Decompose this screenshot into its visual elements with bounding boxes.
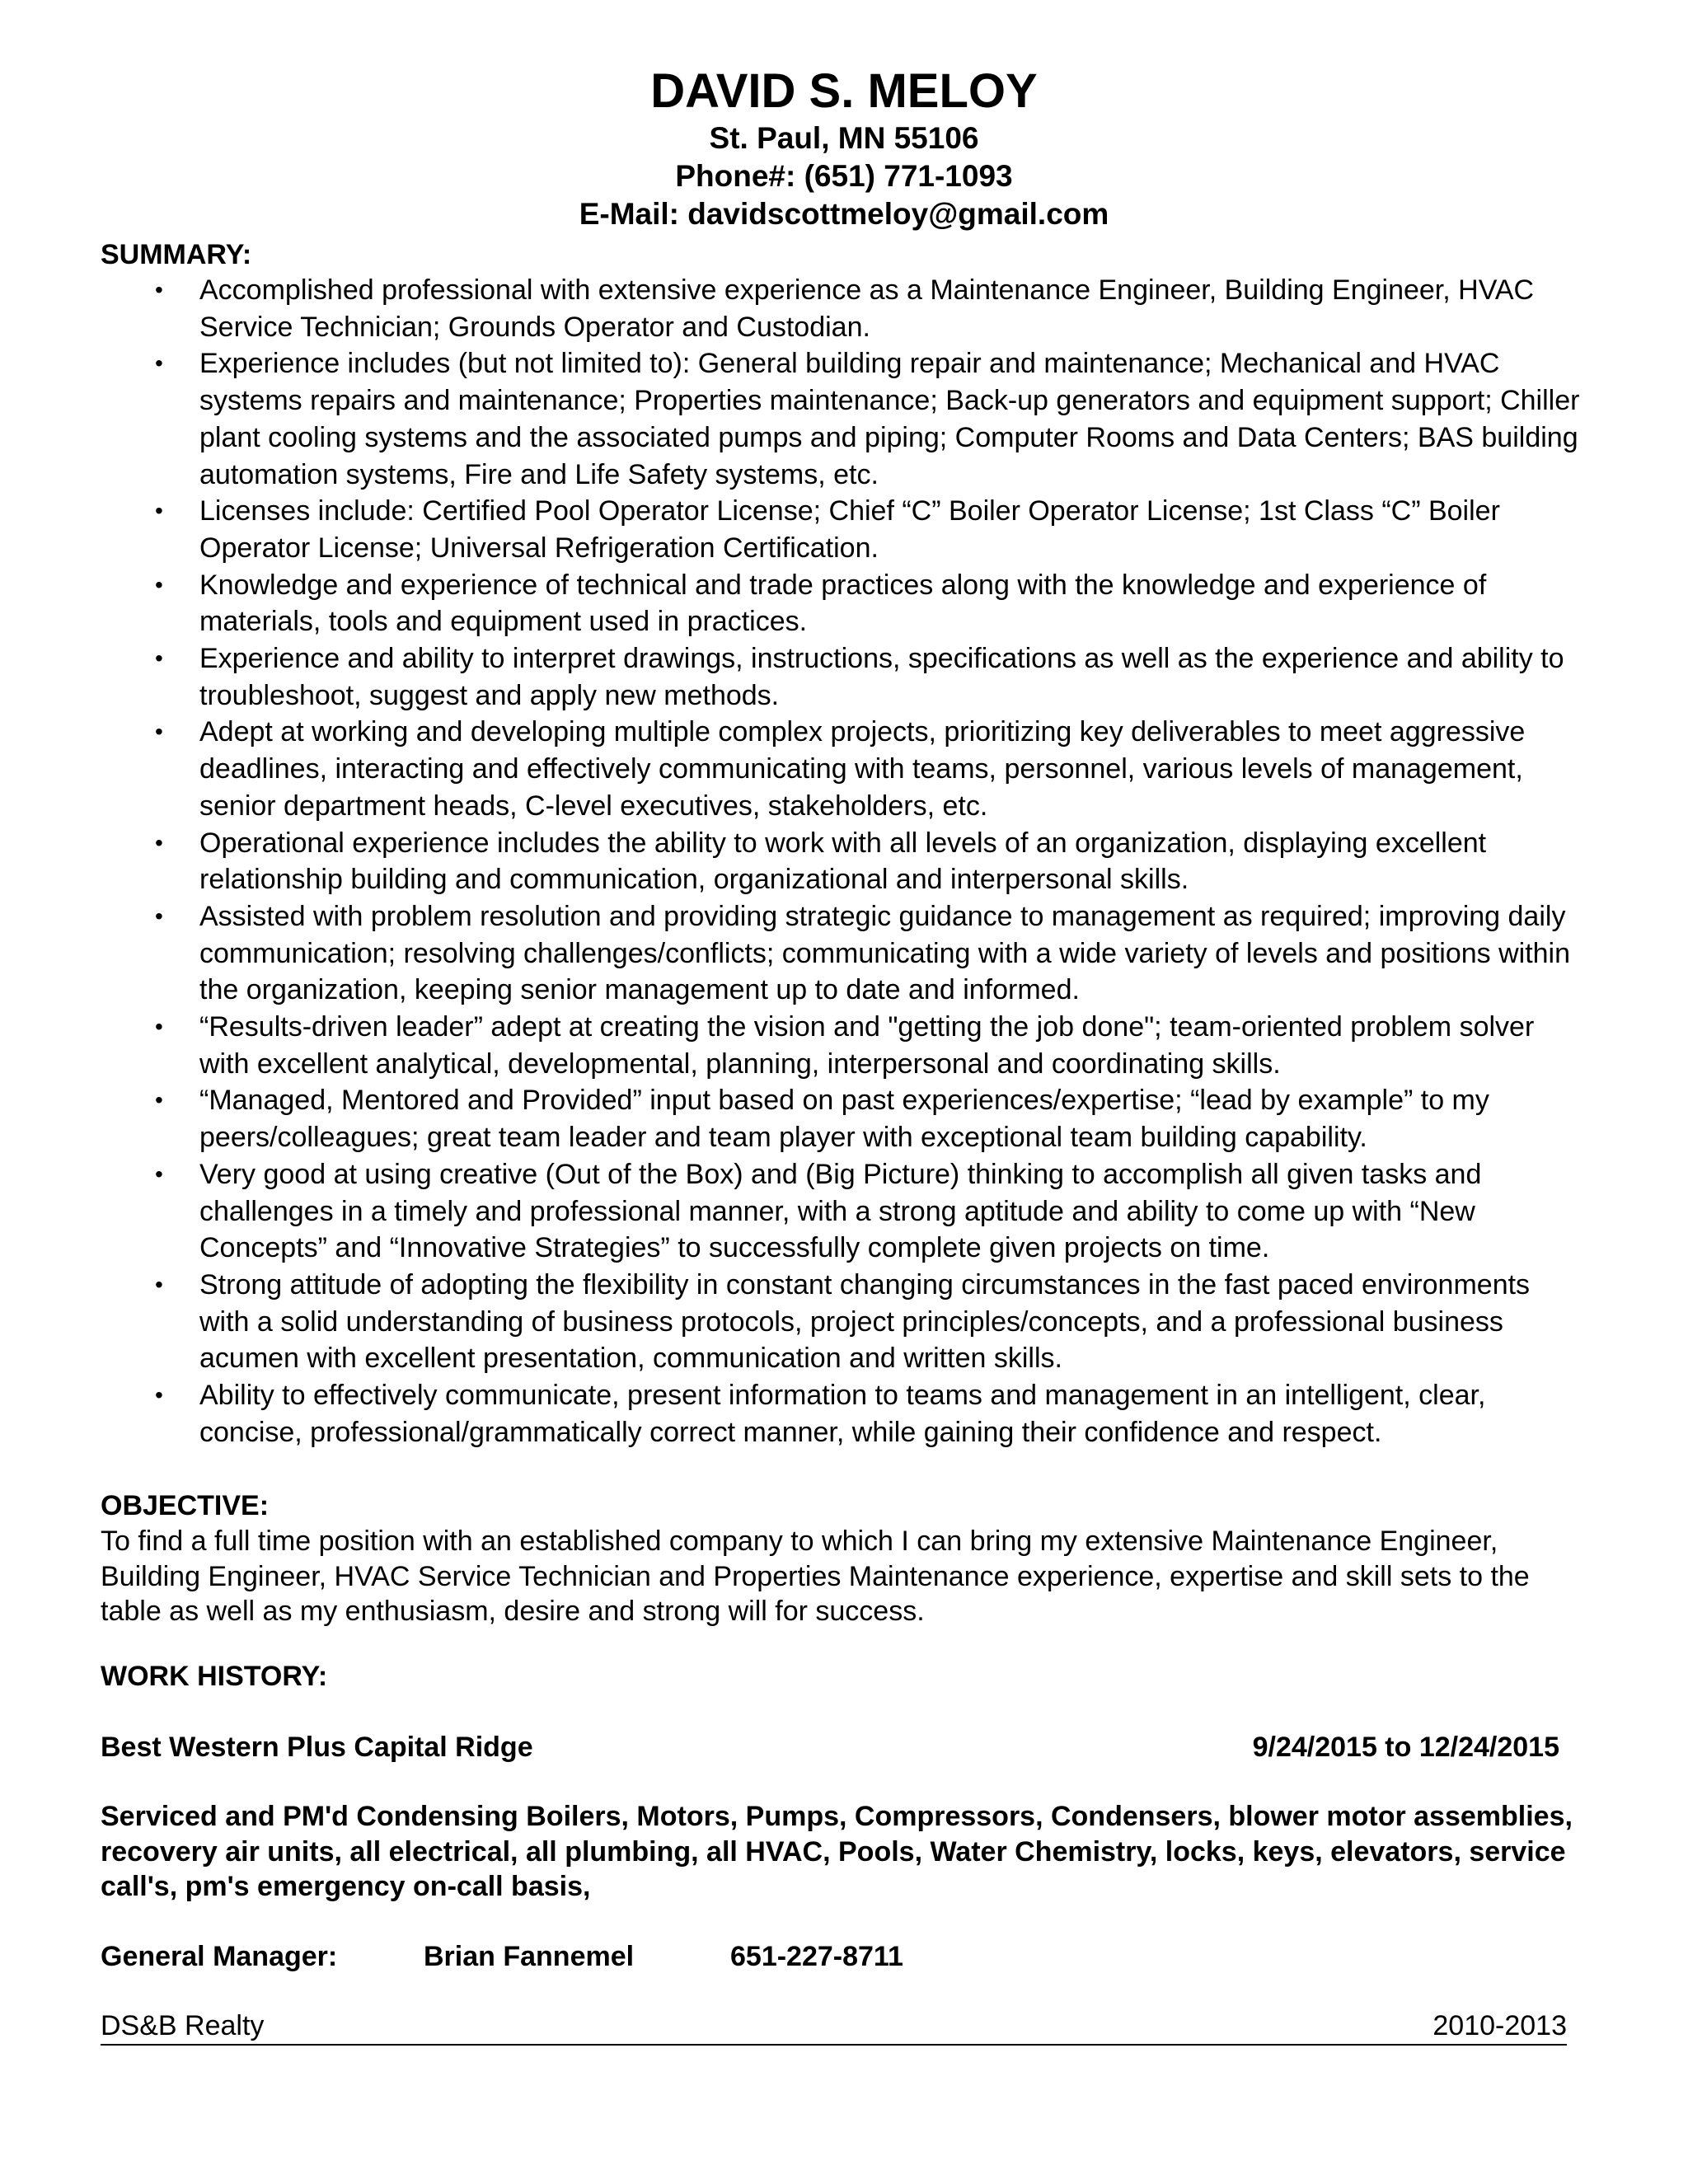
summary-item bbox=[101, 1156, 1584, 1267]
summary-item bbox=[101, 1267, 1584, 1377]
bullet-icon: • bbox=[155, 350, 163, 377]
summary-item-text: “Managed, Mentored and Provided” input based on past experiences/expertise; “lead by example” to my peers/colleagues; great team leader and team player with exceptional team building capability. bbox=[199, 1085, 1489, 1154]
summary-item bbox=[101, 898, 1584, 1009]
work-history-heading: WORK HISTORY: bbox=[101, 1661, 328, 1692]
bullet-icon: • bbox=[155, 1160, 163, 1187]
reference-label: General Manager: bbox=[101, 1941, 338, 1972]
candidate-email: E-Mail: davidscottmeloy@gmail.com bbox=[579, 197, 1109, 231]
bullet-icon: • bbox=[155, 1087, 163, 1113]
job-employer: DS&B Realty bbox=[101, 2010, 265, 2041]
bullet-icon: • bbox=[155, 498, 163, 524]
summary-item-text: Experience and ability to interpret drawings, instructions, specifications as well as the experience and ability to troubleshoot, suggest and apply new methods. bbox=[199, 643, 1564, 711]
summary-item-text: Ability to effectively communicate, present information to teams and management in an intelligent, clear, concise, professional/grammatically correct manner, while gaining their confidence and respect. bbox=[199, 1380, 1486, 1448]
bullet-icon: • bbox=[155, 1014, 163, 1040]
job-duties: Serviced and PM'd Condensing Boilers, Motors, Pumps, Compressors, Condensers, blower motor assemblies, recovery air units, all electrical, all plumbing, all HVAC, Pools, Water Chemistry, locks, keys, elevators, service call's, pm's emergency on-call basis, bbox=[101, 1801, 1573, 1902]
summary-item-text: Assisted with problem resolution and providing strategic guidance to management as required; improving daily communication; resolving challenges/conflicts; communicating with a wide variety of levels and positions within the organization, keeping senior management up to date and informed. bbox=[199, 900, 1571, 1006]
bullet-icon: • bbox=[155, 277, 163, 302]
summary-item bbox=[101, 567, 1584, 640]
candidate-phone: Phone#: (651) 771-1093 bbox=[675, 159, 1013, 193]
bullet-icon: • bbox=[155, 571, 163, 598]
summary-item bbox=[101, 640, 1584, 714]
summary-item-text: Operational experience includes the ability to work with all levels of an organization, displaying excellent relationship building and communication, organizational and interpersonal skills. bbox=[199, 827, 1487, 896]
bullet-icon: • bbox=[155, 829, 163, 855]
objective-text: To find a full time position with an established company to which I can bring my extensive Maintenance Engineer, Building Engineer, HVAC Service Technician and Properties Maintenance experience, expertise and skill sets to the table as well as my enthusiasm, desire and strong will for success. bbox=[101, 1526, 1530, 1627]
summary-item-text: Knowledge and experience of technical and trade practices along with the knowledge and experience of materials, tools and equipment used in practices. bbox=[199, 569, 1487, 638]
summary-item bbox=[101, 714, 1584, 824]
summary-item-text: “Results-driven leader” adept at creating the vision and "getting the job done"; team-oriented problem solver with excellent analytical, developmental, planning, interpersonal and coordinating skills. bbox=[199, 1011, 1535, 1080]
summary-item bbox=[101, 1082, 1584, 1155]
bullet-icon: • bbox=[155, 719, 163, 745]
job-dates: 2010-2013 bbox=[1432, 2010, 1567, 2041]
candidate-name: DAVID S. MELOY bbox=[650, 64, 1038, 118]
job-employer: Best Western Plus Capital Ridge bbox=[101, 1732, 533, 1763]
summary-item bbox=[101, 1009, 1584, 1082]
bullet-icon: • bbox=[155, 902, 163, 929]
reference-name: Brian Fannemel bbox=[424, 1941, 635, 1972]
summary-item-text: Adept at working and developing multiple complex projects, prioritizing key deliverables to meet aggressive deadlines, interacting and effectively communicating with teams, personnel, various levels of management, senior department heads, C-level executives, stakeholders, etc. bbox=[199, 716, 1526, 822]
summary-item bbox=[101, 1377, 1584, 1451]
summary-item bbox=[101, 825, 1584, 898]
candidate-location: St. Paul, MN 55106 bbox=[709, 121, 979, 155]
reference-phone: 651-227-8711 bbox=[730, 1941, 903, 1972]
objective-heading: OBJECTIVE: bbox=[101, 1490, 270, 1521]
bullet-icon: • bbox=[155, 645, 163, 672]
bullet-icon: • bbox=[155, 1382, 163, 1408]
summary-heading: SUMMARY: bbox=[101, 239, 252, 270]
bullet-icon: • bbox=[155, 1271, 163, 1297]
summary-item bbox=[101, 272, 1584, 345]
summary-item bbox=[101, 493, 1584, 566]
summary-item-text: Strong attitude of adopting the flexibility in constant changing circumstances in the fast paced environments with a solid understanding of business protocols, project principles/concepts, and a professional business acumen with excellent presentation, communication and written skills. bbox=[199, 1268, 1531, 1375]
job-dates: 9/24/2015 to 12/24/2015 bbox=[1252, 1732, 1559, 1763]
job-header bbox=[101, 2008, 1567, 2046]
job-header bbox=[101, 1729, 1559, 1765]
summary-item bbox=[101, 345, 1584, 493]
summary-item-text: Very good at using creative (Out of the Box) and (Big Picture) thinking to accomplish all given tasks and challenges in a timely and professional manner, with a strong aptitude and ability to come up with “New Concepts” and “Innovative Strategies” to successfully complete given projects on time. bbox=[199, 1158, 1482, 1264]
summary-list bbox=[101, 272, 1584, 1451]
summary-item-text: Experience includes (but not limited to): General building repair and maintenance; Mechanical and HVAC systems repairs and maintenance; Properties maintenance; Back-up generators and equipment support; Chiller plant cooling systems and the associated pumps and piping; Computer Rooms and Data Centers; BAS building automation systems, Fire and Life Safety systems, etc. bbox=[199, 348, 1580, 490]
summary-item-text: Licenses include: Certified Pool Operator License; Chief “C” Boiler Operator License; 1st Class “C” Boiler Operator License; Universal Refrigeration Certification. bbox=[199, 495, 1500, 564]
summary-item-text: Accomplished professional with extensive experience as a Maintenance Engineer, Building Engineer, HVAC Service Technician; Grounds Operator and Custodian. bbox=[199, 274, 1535, 343]
